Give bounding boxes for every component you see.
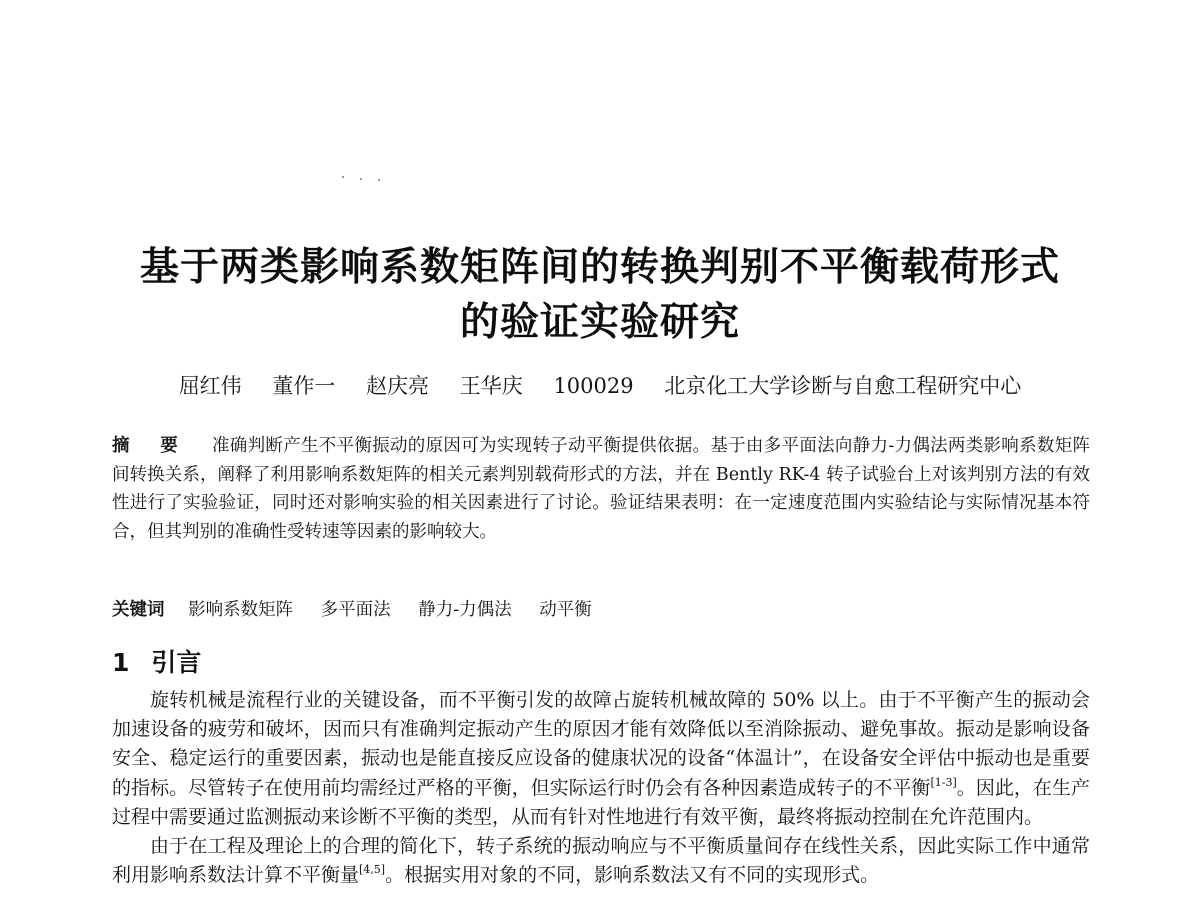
author-name: 屈红伟 xyxy=(178,374,242,398)
abstract xyxy=(112,432,1090,546)
scan-speck xyxy=(342,176,344,178)
keyword: 动平衡 xyxy=(539,600,592,620)
paragraph-text: 旋转机械是流程行业的关键设备，而不平衡引发的故障占旋转机械故障的 50% 以上。由于不平衡产生的振动会加速设备的疲劳和破坏，因而只有准确判定振动产生的原因才能有效降低以至消除振动、避免事故。振动是影响设备安全、稳定运行的重要因素，振动也是能直接反应设备的健康状况的设备“体温计”，在设备安全评估中振动也是重要的指标。尽管转子在使用前均需经过严格的平衡，但实际运行时仍会有各种因素造成转子的不平衡 xyxy=(112,689,1090,799)
abstract-text: 准确判断产生不平衡振动的原因可为实现转子动平衡提供依据。基于由多平面法向静力-力偶法两类影响系数矩阵间转换关系，阐释了利用影响系数矩阵的相关元素判别载荷形式的方法，并在 Bently RK-4 转子试验台上对该判别方法的有效性进行了实验验证，同时还对影响实验的相关因素进行了讨论。验证结果表明：在一定速度范围内实验结论与实际情况基本符合，但其判别的准确性受转速等因素的影响较大。 xyxy=(112,436,1091,542)
keyword: 静力-力偶法 xyxy=(418,600,512,620)
paragraph xyxy=(112,686,1090,832)
citation-ref: [4,5] xyxy=(359,863,386,877)
paper-title-line2: 的验证实验研究 xyxy=(459,299,740,345)
citation-ref: [1-3] xyxy=(930,775,957,789)
affiliation: 北京化工大学诊断与自愈工程研究中心 xyxy=(664,374,1022,398)
postcode: 100029 xyxy=(553,374,634,398)
paragraph-text: 由于在工程及理论上的合理的简化下，转子系统的振动响应与不平衡质量间存在线性关系，因此实际工作中通常利用影响系数法计算不平衡量 xyxy=(112,835,1090,887)
scan-speck xyxy=(378,179,380,181)
section-body xyxy=(112,686,1090,890)
keywords-label: 关键词 xyxy=(112,600,165,620)
paper-title-line1: 基于两类影响系数矩阵间的转换判别不平衡载荷形式 xyxy=(139,244,1060,290)
section-title: 引言 xyxy=(151,648,202,677)
paragraph-text: 。根据实用对象的不同，影响系数法又有不同的实现形式。 xyxy=(385,864,880,887)
author-line xyxy=(40,370,1160,400)
author-name: 董作一 xyxy=(272,374,336,398)
section-number: 1 xyxy=(112,648,130,677)
paragraph xyxy=(112,832,1090,890)
paragraph-text: 。因此，在生产过程中需要通过监测振动来诊断不平衡的类型，从而有针对性地进行有效平衡，最终将振动控制在允许范围内。 xyxy=(112,776,1090,828)
keyword: 影响系数矩阵 xyxy=(188,600,294,620)
keyword: 多平面法 xyxy=(320,600,391,620)
section-heading xyxy=(112,643,201,679)
abstract-label: 摘 要 xyxy=(112,436,190,456)
author-name: 王华庆 xyxy=(459,374,523,398)
scan-speck xyxy=(360,178,362,180)
keywords xyxy=(112,597,1090,623)
author-name: 赵庆亮 xyxy=(366,374,430,398)
